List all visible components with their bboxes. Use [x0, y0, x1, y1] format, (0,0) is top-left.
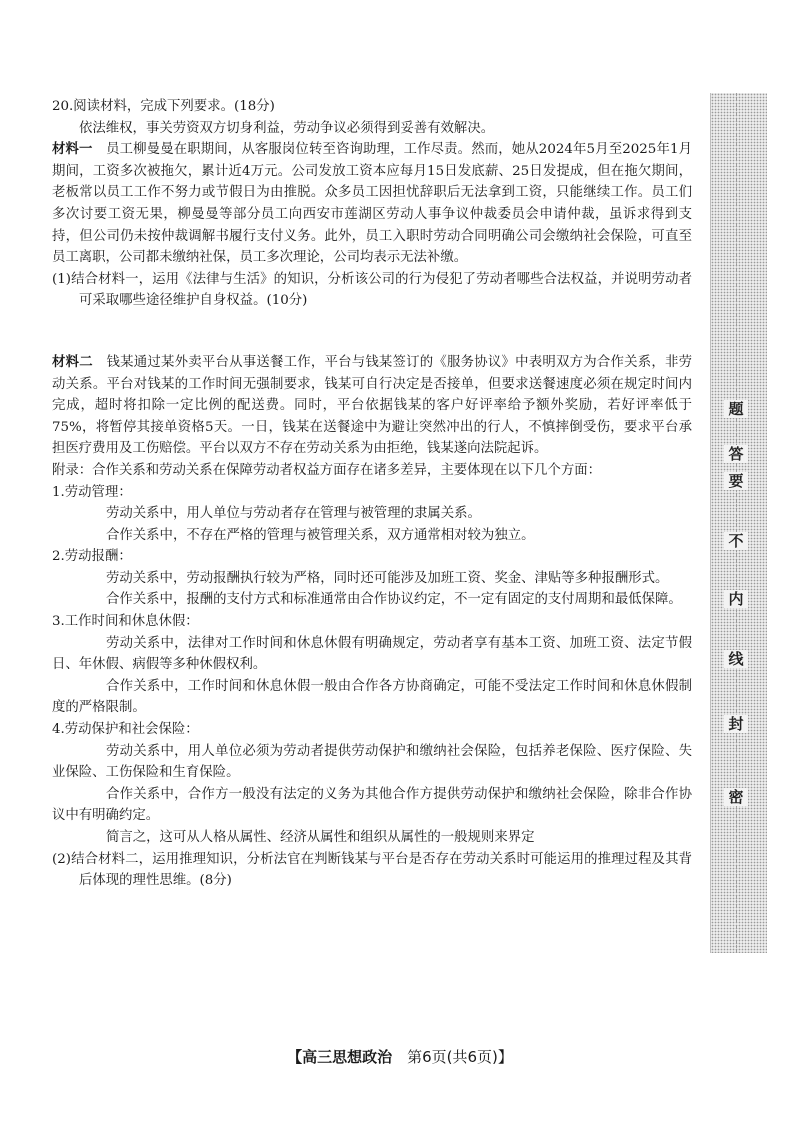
- seal-char: 要: [724, 472, 748, 490]
- material-2-text: 钱某通过某外卖平台从事送餐工作，平台与钱某签订的《服务协议》中表明双方为合作关系，非劳动关系。平台对钱某的工作时间无强制要求，钱某可自行决定是否接单，但要求送餐速度必须在规定时间内完成，超时将扣除一定比例的配送费。同时，平台依据钱某的客户好评率给予额外奖励，若好评率低于75%，将暂停其接单资格5天。一日，钱某在送餐途中为避让突然冲出的行人，不慎摔倒受伤，要求平台承担医疗费用及工伤赔偿。平台以双方不存在劳动关系为由拒绝，钱某遂向法院起诉。: [52, 354, 693, 457]
- item-labor-text: 劳动关系中，用人单位与劳动者存在管理与被管理的隶属关系。: [106, 506, 481, 522]
- footer-subject: 【高三思想政治: [287, 1048, 393, 1066]
- item-heading: 3.工作时间和休息休假：: [52, 614, 199, 630]
- item-heading: 2.劳动报酬：: [52, 549, 132, 565]
- seal-dashed-line: [736, 93, 737, 953]
- item-coop-text: 合作关系中，不存在严格的管理与被管理关系，双方通常相对较为独立。: [106, 527, 535, 543]
- item-heading: 1.劳动管理：: [52, 484, 132, 500]
- seal-char: 密: [724, 788, 748, 806]
- item-coop-text: 合作关系中，工作时间和休息休假一般由合作各方协商确定，可能不受法定工作时间和休息休假制度的严格限制。: [52, 678, 692, 716]
- seal-char: 线: [724, 650, 748, 668]
- page-footer: [0, 1046, 800, 1067]
- material-1-label: 材料一: [52, 141, 93, 158]
- material-1: [52, 139, 692, 269]
- material-1-text: 员工柳曼曼在职期间，从客服岗位转至咨询助理，工作尽责。然而，她从2024年5月至2025年1月期间，工资多次被拖欠，累计近4万元。公司发放工资本应每月15日发底薪、25日发提成，但在拖欠期间，老板常以员工工作不努力或节假日为由推脱。众多员工因担忧辞职后无法拿到工资，只能继续工作。员工们多次讨要工资无果，柳曼曼等部分员工向西安市莲湖区劳动人事争议仲裁委员会申请仲裁，虽诉求得到支持，但公司仍未按仲裁调解书履行支付义务。此外，员工入职时劳动合同明确公司会缴纳社会保险，可直至员工离职，公司都未缴纳社保，员工多次理论，公司均表示无法补缴。: [52, 142, 693, 266]
- appendix: 附录：合作关系和劳动关系在保障劳动者权益方面存在诸多差异，主要体现在以下几个方面：: [52, 462, 602, 478]
- item-labor-text: 劳动关系中，法律对工作时间和休息休假有明确规定，劳动者享有基本工资、加班工资、法定节假日、年休假、病假等多种休假权利。: [52, 635, 692, 673]
- question-title: 20.阅读材料，完成下列要求。(18分): [52, 99, 275, 114]
- seal-char: 封: [724, 715, 748, 733]
- question-20: [52, 96, 692, 892]
- sub-question-2: (2)结合材料二，运用推理知识，分析法官在判断钱某与平台是否存在劳动关系时可能运用的推理过程及其背后体现的理性思维。(8分): [52, 851, 692, 889]
- item-labor-text: 劳动关系中，劳动报酬执行较为严格，同时还可能涉及加班工资、奖金、津贴等多种报酬形式。: [106, 570, 669, 586]
- seal-char: 答: [724, 445, 748, 463]
- seal-char: 题: [724, 400, 748, 418]
- seal-strip: [710, 93, 767, 953]
- footer-page-number: 第6页(共6页)】: [407, 1048, 513, 1066]
- question-intro: 依法维权，事关劳资双方切身利益，劳动争议必须得到妥善有效解决。: [79, 120, 495, 136]
- item-heading: 4.劳动保护和社会保险：: [52, 722, 199, 738]
- seal-char: 内: [724, 590, 748, 608]
- item-labor-text: 劳动关系中，用人单位必须为劳动者提供劳动保护和缴纳社会保险，包括养老保险、医疗保险、失业保险、工伤保险和生育保险。: [52, 743, 692, 781]
- sub-question-1: (1)结合材料一，运用《法律与生活》的知识，分析该公司的行为侵犯了劳动者哪些合法权益，并说明劳动者可采取哪些途径维护自身权益。(10分): [52, 271, 692, 309]
- item-coop-text: 合作关系中，报酬的支付方式和标准通常由合作协议约定，不一定有固定的支付周期和最低保障。: [106, 592, 682, 608]
- seal-char: 不: [724, 532, 748, 550]
- material-2: [52, 352, 692, 460]
- summary: 简言之，这可从人格从属性、经济从属性和组织从属性的一般规则来界定: [106, 830, 535, 845]
- item-coop-text: 合作关系中，合作方一般没有法定的义务为其他合作方提供劳动保护和缴纳社会保险，除非合作协议中有明确约定。: [52, 786, 692, 824]
- material-2-label: 材料二: [52, 353, 93, 370]
- answer-space: [52, 312, 692, 352]
